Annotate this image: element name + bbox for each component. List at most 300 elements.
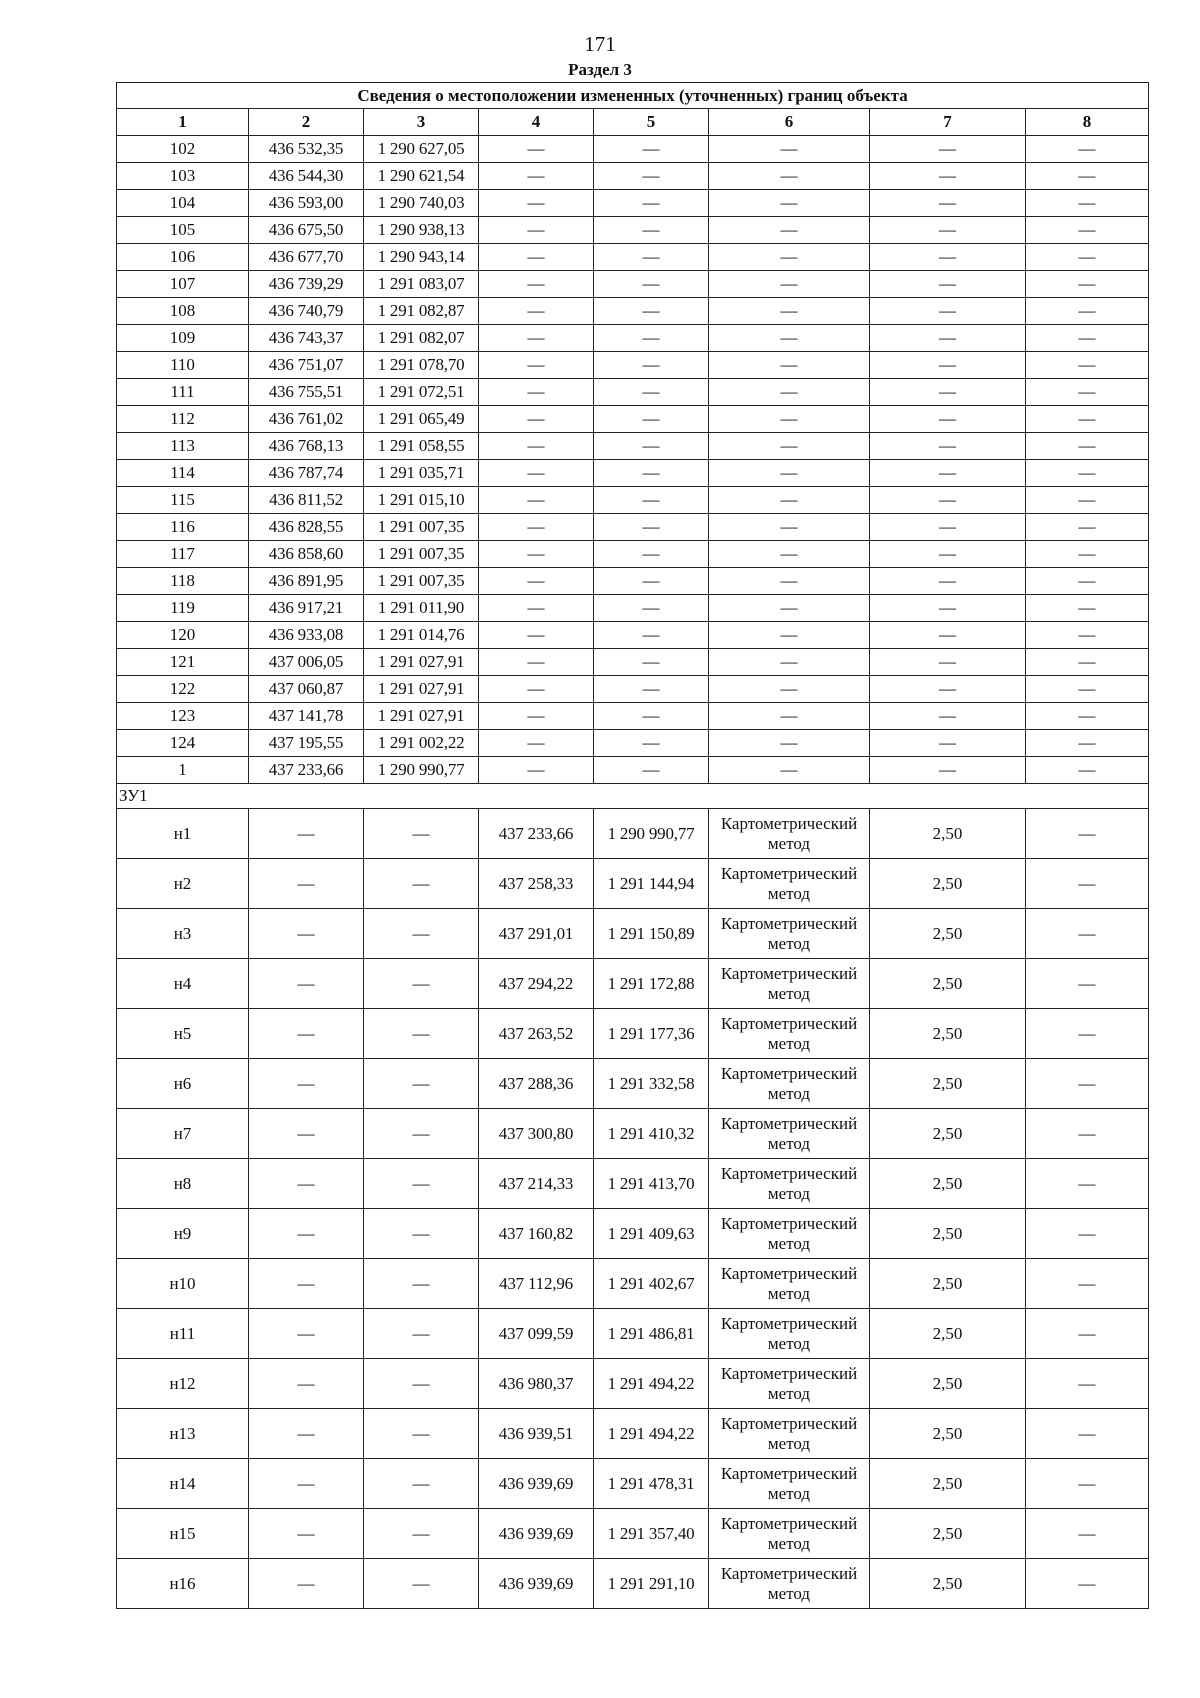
table-row bbox=[117, 514, 1149, 541]
table-cell: н5 bbox=[117, 1009, 249, 1059]
table-cell: — bbox=[709, 460, 870, 487]
table-cell: 2,50 bbox=[870, 1559, 1026, 1609]
table-cell: — bbox=[249, 909, 364, 959]
table-cell: 1 291 082,07 bbox=[364, 325, 479, 352]
table-caption: Сведения о местоположении измененных (уточненных) границ объекта bbox=[117, 83, 1149, 109]
table-cell: — bbox=[249, 1259, 364, 1309]
table-cell: н3 bbox=[117, 909, 249, 959]
table-cell: Картометрический метод bbox=[709, 1309, 870, 1359]
table-cell: — bbox=[594, 379, 709, 406]
table-cell: — bbox=[870, 433, 1026, 460]
table-row bbox=[117, 1109, 1149, 1159]
table-cell: 2,50 bbox=[870, 1509, 1026, 1559]
table-cell: — bbox=[1026, 325, 1149, 352]
table-row bbox=[117, 1209, 1149, 1259]
table-cell: — bbox=[594, 622, 709, 649]
table-cell: 111 bbox=[117, 379, 249, 406]
table-cell: 436 593,00 bbox=[249, 190, 364, 217]
section-title: Раздел 3 bbox=[568, 60, 632, 79]
table-cell: 1 291 478,31 bbox=[594, 1459, 709, 1509]
table-cell: 436 751,07 bbox=[249, 352, 364, 379]
table-cell: 1 291 082,87 bbox=[364, 298, 479, 325]
table-cell: 436 811,52 bbox=[249, 487, 364, 514]
table-cell: 436 939,51 bbox=[479, 1409, 594, 1459]
table-cell: — bbox=[870, 757, 1026, 784]
table-cell: 436 677,70 bbox=[249, 244, 364, 271]
table-cell: — bbox=[364, 909, 479, 959]
table-cell: — bbox=[1026, 271, 1149, 298]
table-cell: 1 291 007,35 bbox=[364, 541, 479, 568]
table-cell: 1 291 150,89 bbox=[594, 909, 709, 959]
table-cell: — bbox=[709, 136, 870, 163]
table-cell: — bbox=[870, 190, 1026, 217]
table-cell: 103 bbox=[117, 163, 249, 190]
table-cell: 437 141,78 bbox=[249, 703, 364, 730]
table-cell: — bbox=[364, 1209, 479, 1259]
table-cell: — bbox=[479, 244, 594, 271]
table-cell: 104 bbox=[117, 190, 249, 217]
table-cell: — bbox=[870, 460, 1026, 487]
table-cell: — bbox=[364, 1159, 479, 1209]
table-cell: 1 291 144,94 bbox=[594, 859, 709, 909]
table-cell: — bbox=[870, 487, 1026, 514]
table-cell: 1 290 627,05 bbox=[364, 136, 479, 163]
table-cell: — bbox=[479, 379, 594, 406]
table-cell: — bbox=[249, 959, 364, 1009]
table-cell: — bbox=[1026, 460, 1149, 487]
table-cell: 436 740,79 bbox=[249, 298, 364, 325]
table-row bbox=[117, 244, 1149, 271]
table-cell: 105 bbox=[117, 217, 249, 244]
column-header: 7 bbox=[870, 109, 1026, 136]
table-cell: 115 bbox=[117, 487, 249, 514]
table-cell: 2,50 bbox=[870, 909, 1026, 959]
table-cell: — bbox=[249, 1309, 364, 1359]
table-cell: — bbox=[870, 622, 1026, 649]
table-cell: — bbox=[870, 217, 1026, 244]
table-cell: 437 233,66 bbox=[249, 757, 364, 784]
table-cell: — bbox=[479, 325, 594, 352]
table-cell: 2,50 bbox=[870, 1359, 1026, 1409]
table-cell: 437 263,52 bbox=[479, 1009, 594, 1059]
table-cell: н6 bbox=[117, 1059, 249, 1109]
table-cell: — bbox=[709, 163, 870, 190]
table-cell: — bbox=[709, 271, 870, 298]
table-cell: — bbox=[594, 595, 709, 622]
table-row bbox=[117, 298, 1149, 325]
table-cell: — bbox=[870, 514, 1026, 541]
table-cell: 436 917,21 bbox=[249, 595, 364, 622]
table-cell: — bbox=[364, 1559, 479, 1609]
table-cell: Картометрический метод bbox=[709, 1509, 870, 1559]
column-header: 4 bbox=[479, 109, 594, 136]
table-cell: 102 bbox=[117, 136, 249, 163]
table-cell: — bbox=[364, 1409, 479, 1459]
table-cell: — bbox=[870, 298, 1026, 325]
table-cell: Картометрический метод bbox=[709, 809, 870, 859]
table-row bbox=[117, 163, 1149, 190]
table-cell: 437 294,22 bbox=[479, 959, 594, 1009]
table-cell: 437 160,82 bbox=[479, 1209, 594, 1259]
table-cell: — bbox=[1026, 1409, 1149, 1459]
table-cell: — bbox=[594, 271, 709, 298]
table-cell: 437 112,96 bbox=[479, 1259, 594, 1309]
table-cell: — bbox=[1026, 1309, 1149, 1359]
table-cell: 436 891,95 bbox=[249, 568, 364, 595]
table-cell: 436 939,69 bbox=[479, 1459, 594, 1509]
table-cell: 1 291 007,35 bbox=[364, 568, 479, 595]
table-cell: Картометрический метод bbox=[709, 1409, 870, 1459]
table-row bbox=[117, 325, 1149, 352]
page-number: 171 bbox=[584, 32, 616, 56]
table-cell: — bbox=[1026, 959, 1149, 1009]
table-cell: — bbox=[1026, 809, 1149, 859]
table-cell: н2 bbox=[117, 859, 249, 909]
table-cell: 1 291 402,67 bbox=[594, 1259, 709, 1309]
table-cell: 1 291 409,63 bbox=[594, 1209, 709, 1259]
table-cell: — bbox=[479, 676, 594, 703]
table-cell: 436 933,08 bbox=[249, 622, 364, 649]
table-cell: н8 bbox=[117, 1159, 249, 1209]
table-cell: — bbox=[870, 406, 1026, 433]
boundary-coordinates-table bbox=[116, 82, 1149, 1609]
table-cell: Картометрический метод bbox=[709, 1359, 870, 1409]
table-cell: — bbox=[709, 379, 870, 406]
table-cell: — bbox=[249, 1009, 364, 1059]
table-cell: н4 bbox=[117, 959, 249, 1009]
table-cell: 110 bbox=[117, 352, 249, 379]
table-cell: — bbox=[1026, 859, 1149, 909]
table-cell: — bbox=[249, 1209, 364, 1259]
table-cell: — bbox=[594, 460, 709, 487]
table-cell: н7 bbox=[117, 1109, 249, 1159]
table-cell: — bbox=[364, 1509, 479, 1559]
table-row bbox=[117, 460, 1149, 487]
table-cell: 113 bbox=[117, 433, 249, 460]
table-cell: — bbox=[709, 595, 870, 622]
table-cell: — bbox=[709, 433, 870, 460]
table-cell: 1 291 027,91 bbox=[364, 649, 479, 676]
table-caption-row bbox=[117, 83, 1149, 109]
table-cell: 2,50 bbox=[870, 1409, 1026, 1459]
table-cell: — bbox=[594, 325, 709, 352]
table-cell: — bbox=[364, 1259, 479, 1309]
table-row bbox=[117, 649, 1149, 676]
table-cell: — bbox=[479, 487, 594, 514]
table-cell: — bbox=[479, 757, 594, 784]
table-cell: 2,50 bbox=[870, 959, 1026, 1009]
table-cell: — bbox=[249, 859, 364, 909]
table-cell: — bbox=[1026, 703, 1149, 730]
table-cell: 1 291 002,22 bbox=[364, 730, 479, 757]
table-cell: 117 bbox=[117, 541, 249, 568]
table-cell: 118 bbox=[117, 568, 249, 595]
table-cell: — bbox=[709, 298, 870, 325]
table-cell: — bbox=[709, 514, 870, 541]
table-cell: — bbox=[479, 298, 594, 325]
table-cell: 1 291 172,88 bbox=[594, 959, 709, 1009]
table-cell: 437 300,80 bbox=[479, 1109, 594, 1159]
table-cell: — bbox=[709, 217, 870, 244]
table-cell: 437 099,59 bbox=[479, 1309, 594, 1359]
table-cell: — bbox=[594, 568, 709, 595]
table-row bbox=[117, 1159, 1149, 1209]
table-row bbox=[117, 859, 1149, 909]
table-cell: — bbox=[364, 1309, 479, 1359]
table-cell: — bbox=[479, 541, 594, 568]
table-cell: 2,50 bbox=[870, 1309, 1026, 1359]
table-cell: — bbox=[1026, 757, 1149, 784]
table-cell: — bbox=[870, 136, 1026, 163]
table-cell: 437 214,33 bbox=[479, 1159, 594, 1209]
table-cell: 2,50 bbox=[870, 1109, 1026, 1159]
table-cell: — bbox=[364, 1359, 479, 1409]
table-cell: — bbox=[364, 1459, 479, 1509]
table-cell: 1 291 072,51 bbox=[364, 379, 479, 406]
table-cell: — bbox=[1026, 622, 1149, 649]
table-cell: 1 290 740,03 bbox=[364, 190, 479, 217]
column-number-row bbox=[117, 109, 1149, 136]
table-cell: 437 195,55 bbox=[249, 730, 364, 757]
table-cell: — bbox=[870, 163, 1026, 190]
table-row bbox=[117, 1559, 1149, 1609]
table-row bbox=[117, 487, 1149, 514]
table-cell: 1 291 058,55 bbox=[364, 433, 479, 460]
table-cell: — bbox=[1026, 433, 1149, 460]
table-row bbox=[117, 1309, 1149, 1359]
table-cell: — bbox=[249, 1459, 364, 1509]
table-cell: н12 bbox=[117, 1359, 249, 1409]
table-cell: 1 291 357,40 bbox=[594, 1509, 709, 1559]
table-cell: — bbox=[1026, 1259, 1149, 1309]
table-cell: — bbox=[1026, 568, 1149, 595]
table-row bbox=[117, 271, 1149, 298]
table-cell: 1 291 332,58 bbox=[594, 1059, 709, 1109]
table-row bbox=[117, 352, 1149, 379]
table-row bbox=[117, 433, 1149, 460]
table-row bbox=[117, 809, 1149, 859]
table-cell: 1 290 938,13 bbox=[364, 217, 479, 244]
table-cell: 1 291 413,70 bbox=[594, 1159, 709, 1209]
table-cell: Картометрический метод bbox=[709, 1459, 870, 1509]
table-row bbox=[117, 959, 1149, 1009]
table-cell: — bbox=[1026, 541, 1149, 568]
table-cell: — bbox=[709, 622, 870, 649]
table-cell: — bbox=[479, 460, 594, 487]
table-row bbox=[117, 406, 1149, 433]
table-cell: — bbox=[709, 568, 870, 595]
table-cell: — bbox=[249, 1559, 364, 1609]
table-body bbox=[117, 83, 1149, 1609]
table-row bbox=[117, 541, 1149, 568]
table-cell: — bbox=[709, 676, 870, 703]
table-cell: 436 828,55 bbox=[249, 514, 364, 541]
table-cell: н10 bbox=[117, 1259, 249, 1309]
table-cell: — bbox=[1026, 514, 1149, 541]
table-row bbox=[117, 217, 1149, 244]
table-cell: — bbox=[594, 217, 709, 244]
table-row bbox=[117, 1059, 1149, 1109]
table-cell: 436 755,51 bbox=[249, 379, 364, 406]
table-cell: 2,50 bbox=[870, 1059, 1026, 1109]
table-row bbox=[117, 1259, 1149, 1309]
table-cell: Картометрический метод bbox=[709, 1559, 870, 1609]
table-row bbox=[117, 730, 1149, 757]
column-header: 1 bbox=[117, 109, 249, 136]
table-cell: 1 bbox=[117, 757, 249, 784]
table-cell: — bbox=[249, 1059, 364, 1109]
table-cell: — bbox=[709, 757, 870, 784]
table-cell: Картометрический метод bbox=[709, 1159, 870, 1209]
table-cell: 1 291 177,36 bbox=[594, 1009, 709, 1059]
table-cell: 1 291 291,10 bbox=[594, 1559, 709, 1609]
table-cell: — bbox=[364, 809, 479, 859]
table-cell: 436 858,60 bbox=[249, 541, 364, 568]
column-header: 2 bbox=[249, 109, 364, 136]
table-cell: — bbox=[1026, 1109, 1149, 1159]
table-cell: — bbox=[1026, 730, 1149, 757]
table-cell: 121 bbox=[117, 649, 249, 676]
table-cell: 1 290 943,14 bbox=[364, 244, 479, 271]
table-cell: 116 bbox=[117, 514, 249, 541]
table-cell: 1 291 015,10 bbox=[364, 487, 479, 514]
table-cell: — bbox=[1026, 136, 1149, 163]
table-cell: — bbox=[870, 676, 1026, 703]
table-cell: — bbox=[594, 730, 709, 757]
table-cell: — bbox=[364, 1109, 479, 1159]
table-row bbox=[117, 1409, 1149, 1459]
table-cell: — bbox=[709, 244, 870, 271]
table-cell: — bbox=[249, 1159, 364, 1209]
table-cell: — bbox=[479, 406, 594, 433]
table-cell: — bbox=[479, 649, 594, 676]
table-cell: — bbox=[709, 541, 870, 568]
table-row bbox=[117, 1359, 1149, 1409]
table-cell: 436 739,29 bbox=[249, 271, 364, 298]
table-cell: — bbox=[479, 568, 594, 595]
table-cell: — bbox=[709, 703, 870, 730]
table-cell: — bbox=[709, 487, 870, 514]
table-cell: — bbox=[479, 595, 594, 622]
table-row bbox=[117, 1509, 1149, 1559]
table-cell: Картометрический метод bbox=[709, 909, 870, 959]
table-cell: 1 291 494,22 bbox=[594, 1359, 709, 1409]
table-cell: — bbox=[1026, 298, 1149, 325]
table-row bbox=[117, 622, 1149, 649]
table-cell: — bbox=[1026, 1509, 1149, 1559]
table-cell: — bbox=[364, 959, 479, 1009]
table-cell: — bbox=[479, 622, 594, 649]
table-cell: Картометрический метод bbox=[709, 1009, 870, 1059]
table-row bbox=[117, 379, 1149, 406]
table-cell: — bbox=[479, 433, 594, 460]
table-cell: — bbox=[870, 568, 1026, 595]
table-cell: — bbox=[479, 703, 594, 730]
table-cell: — bbox=[594, 163, 709, 190]
table-cell: 112 bbox=[117, 406, 249, 433]
table-cell: — bbox=[1026, 163, 1149, 190]
table-cell: — bbox=[1026, 406, 1149, 433]
table-cell: 1 291 027,91 bbox=[364, 676, 479, 703]
table-cell: — bbox=[479, 730, 594, 757]
table-row bbox=[117, 909, 1149, 959]
table-cell: — bbox=[870, 649, 1026, 676]
table-cell: 119 bbox=[117, 595, 249, 622]
table-cell: — bbox=[594, 514, 709, 541]
table-cell: 1 291 410,32 bbox=[594, 1109, 709, 1159]
table-cell: Картометрический метод bbox=[709, 1209, 870, 1259]
table-cell: 436 980,37 bbox=[479, 1359, 594, 1409]
table-cell: — bbox=[249, 809, 364, 859]
table-cell: 436 787,74 bbox=[249, 460, 364, 487]
table-cell: — bbox=[594, 190, 709, 217]
table-cell: 1 291 065,49 bbox=[364, 406, 479, 433]
table-cell: 436 761,02 bbox=[249, 406, 364, 433]
table-cell: 107 bbox=[117, 271, 249, 298]
table-cell: — bbox=[1026, 379, 1149, 406]
group-label: ЗУ1 bbox=[117, 784, 1149, 809]
table-cell: — bbox=[1026, 1159, 1149, 1209]
table-cell: — bbox=[249, 1359, 364, 1409]
table-row bbox=[117, 676, 1149, 703]
table-row bbox=[117, 1009, 1149, 1059]
table-cell: — bbox=[479, 217, 594, 244]
table-cell: н16 bbox=[117, 1559, 249, 1609]
table-row bbox=[117, 1459, 1149, 1509]
table-cell: 1 290 621,54 bbox=[364, 163, 479, 190]
table-cell: — bbox=[870, 595, 1026, 622]
table-cell: — bbox=[1026, 595, 1149, 622]
table-cell: — bbox=[479, 514, 594, 541]
table-cell: — bbox=[249, 1509, 364, 1559]
table-cell: — bbox=[594, 298, 709, 325]
column-header: 6 bbox=[709, 109, 870, 136]
table-cell: — bbox=[249, 1409, 364, 1459]
table-cell: 1 291 011,90 bbox=[364, 595, 479, 622]
table-cell: — bbox=[1026, 1009, 1149, 1059]
table-row bbox=[117, 136, 1149, 163]
table-cell: — bbox=[594, 352, 709, 379]
table-cell: 1 291 083,07 bbox=[364, 271, 479, 298]
table-cell: — bbox=[870, 352, 1026, 379]
table-cell: Картометрический метод bbox=[709, 859, 870, 909]
group-row bbox=[117, 784, 1149, 809]
table-cell: — bbox=[870, 541, 1026, 568]
table-row bbox=[117, 568, 1149, 595]
table-cell: 114 bbox=[117, 460, 249, 487]
table-cell: — bbox=[1026, 352, 1149, 379]
table-cell: — bbox=[1026, 1459, 1149, 1509]
table-cell: 120 bbox=[117, 622, 249, 649]
table-cell: 1 290 990,77 bbox=[594, 809, 709, 859]
table-row bbox=[117, 703, 1149, 730]
table-cell: — bbox=[594, 136, 709, 163]
table-cell: — bbox=[709, 190, 870, 217]
table-cell: — bbox=[709, 325, 870, 352]
table-cell: — bbox=[364, 1009, 479, 1059]
table-cell: — bbox=[479, 190, 594, 217]
table-cell: н11 bbox=[117, 1309, 249, 1359]
table-cell: — bbox=[870, 325, 1026, 352]
table-cell: 1 291 035,71 bbox=[364, 460, 479, 487]
table-cell: — bbox=[1026, 909, 1149, 959]
table-row bbox=[117, 595, 1149, 622]
table-cell: — bbox=[1026, 1559, 1149, 1609]
table-cell: 106 bbox=[117, 244, 249, 271]
table-cell: 437 060,87 bbox=[249, 676, 364, 703]
table-cell: — bbox=[594, 541, 709, 568]
table-cell: 122 bbox=[117, 676, 249, 703]
